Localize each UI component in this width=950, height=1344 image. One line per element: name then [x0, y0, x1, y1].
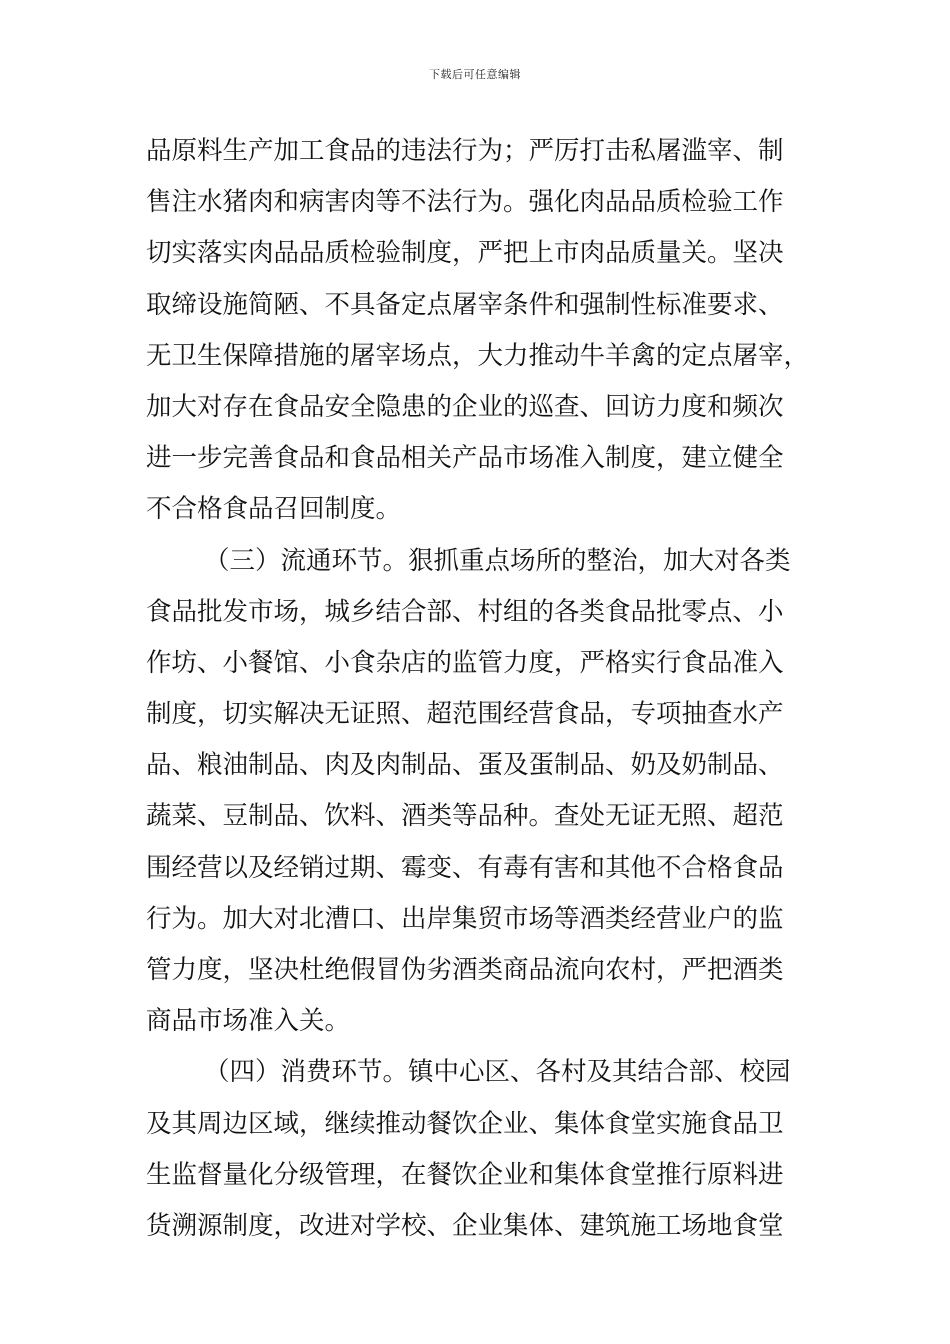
body-line: 蔬菜、豆制品、饮料、酒类等品种。查处无证无照、超范 — [146, 801, 784, 832]
body-line: 生监督量化分级管理，在餐饮企业和集体食堂推行原料进 — [146, 1159, 784, 1190]
body-line: 管力度，坚决杜绝假冒伪劣酒类商品流向农村，严把酒类 — [146, 955, 784, 985]
page-header-note: 下载后可任意编辑 — [429, 68, 521, 81]
document-body — [146, 126, 810, 1252]
body-line: 围经营以及经销过期、霉变、有毒有害和其他不合格食品 — [146, 852, 784, 883]
body-line: 不合格食品召回制度。 — [146, 494, 402, 525]
body-line: 品、粮油制品、肉及肉制品、蛋及蛋制品、奶及奶制品、 — [146, 750, 784, 781]
body-line: 无卫生保障措施的屠宰场点，大力推动牛羊禽的定点屠宰， — [146, 340, 810, 371]
body-line: 制度，切实解决无证照、超范围经营食品，专项抽查水产 — [146, 699, 784, 730]
section-heading-line: （四）消费环节。镇中心区、各村及其结合部、校园 — [204, 1057, 791, 1088]
body-line: 作坊、小餐馆、小食杂店的监管力度，严格实行食品准入 — [146, 647, 784, 678]
body-line: 售注水猪肉和病害肉等不法行为。强化肉品品质检验工作 — [146, 187, 784, 218]
body-line: 及其周边区域，继续推动餐饮企业、集体食堂实施食品卫 — [146, 1108, 784, 1139]
body-line: 货溯源制度，改进对学校、企业集体、建筑施工场地食堂 — [146, 1210, 784, 1241]
body-line: 切实落实肉品品质检验制度，严把上市肉品质量关。坚决 — [146, 238, 784, 269]
body-line: 品原料生产加工食品的违法行为；严厉打击私屠滥宰、制 — [146, 136, 784, 166]
body-line: 加大对存在食品安全隐患的企业的巡查、回访力度和频次 — [146, 391, 784, 422]
body-line: 商品市场准入关。 — [146, 1006, 351, 1037]
section-heading-line: （三）流通环节。狠抓重点场所的整治，加大对各类 — [204, 545, 791, 576]
body-line: 进一步完善食品和食品相关产品市场准入制度，建立健全 — [146, 443, 784, 474]
body-line: 取缔设施简陋、不具备定点屠宰条件和强制性标准要求、 — [146, 289, 784, 320]
body-line: 食品批发市场，城乡结合部、村组的各类食品批零点、小 — [146, 596, 784, 627]
body-line: 行为。加大对北漕口、出岸集贸市场等酒类经营业户的监 — [146, 903, 784, 934]
